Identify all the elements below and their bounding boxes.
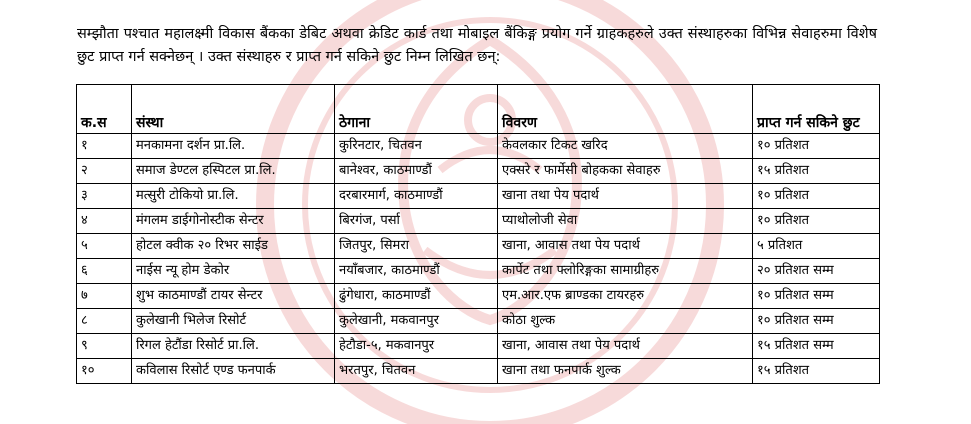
cell-serial: १ <box>77 134 132 159</box>
cell-serial: १० <box>77 359 132 384</box>
cell-discount: १० प्रतिशत <box>753 209 880 234</box>
table-header-row <box>77 85 880 134</box>
cell-discount: १० प्रतिशत <box>753 184 880 209</box>
cell-organization: होटल क्वीक २० रिभर साईड <box>132 234 335 259</box>
table-row <box>77 334 880 359</box>
col-header-address: ठेगाना <box>335 85 498 134</box>
cell-discount: १५ प्रतिशत <box>753 159 880 184</box>
cell-discount: २० प्रतिशत सम्म <box>753 259 880 284</box>
table-row <box>77 159 880 184</box>
cell-description: कोठा शुल्क <box>498 309 753 334</box>
cell-address: कुरिनटार, चितवन <box>335 134 498 159</box>
cell-organization: मनकामना दर्शन प्रा.लि. <box>132 134 335 159</box>
cell-discount: १० प्रतिशत <box>753 134 880 159</box>
cell-organization: समाज डेण्टल हस्पिटल प्रा.लि. <box>132 159 335 184</box>
cell-organization: मत्सुरी टोकियो प्रा.लि. <box>132 184 335 209</box>
cell-organization: कविलास रिसोर्ट एण्ड फनपार्क <box>132 359 335 384</box>
cell-serial: ९ <box>77 334 132 359</box>
cell-address: बिरगंज, पर्सा <box>335 209 498 234</box>
cell-discount: १५ प्रतिशत <box>753 359 880 384</box>
cell-description: खाना तथा फनपार्क शुल्क <box>498 359 753 384</box>
cell-description: एम.आर.एफ ब्राण्डका टायरहरु <box>498 284 753 309</box>
col-header-serial: क.स <box>77 85 132 134</box>
cell-discount: १५ प्रतिशत सम्म <box>753 334 880 359</box>
cell-address: नयाँबजार, काठमाण्डौं <box>335 259 498 284</box>
cell-description: एक्सरे र फार्मेसी बोहकका सेवाहरु <box>498 159 753 184</box>
cell-serial: ४ <box>77 209 132 234</box>
cell-discount: १० प्रतिशत सम्म <box>753 284 880 309</box>
cell-organization: नाईस न्यू होम डेकोर <box>132 259 335 284</box>
col-header-organization: संस्था <box>132 85 335 134</box>
table-row <box>77 259 880 284</box>
table-row <box>77 284 880 309</box>
cell-serial: ६ <box>77 259 132 284</box>
col-header-discount: प्राप्त गर्न सकिने छुट <box>753 85 880 134</box>
cell-serial: ३ <box>77 184 132 209</box>
table-row <box>77 184 880 209</box>
cell-organization: रिगल हेटौंडा रिसोर्ट प्रा.लि. <box>132 334 335 359</box>
table-row <box>77 134 880 159</box>
cell-address: भरतपुर, चितवन <box>335 359 498 384</box>
cell-serial: ५ <box>77 234 132 259</box>
table-row <box>77 359 880 384</box>
cell-serial: ८ <box>77 309 132 334</box>
cell-description: खाना तथा पेय पदार्थ <box>498 184 753 209</box>
discount-offers-table <box>76 84 880 384</box>
cell-address: ढुंगेधारा, काठमाण्डौं <box>335 284 498 309</box>
cell-discount: ५ प्रतिशत <box>753 234 880 259</box>
table-row <box>77 234 880 259</box>
table-row <box>77 309 880 334</box>
cell-serial: २ <box>77 159 132 184</box>
cell-description: केवलकार टिकट खरिद <box>498 134 753 159</box>
col-header-description: विवरण <box>498 85 753 134</box>
cell-address: हेटौडा-५, मकवानपुर <box>335 334 498 359</box>
cell-address: जितपुर, सिमरा <box>335 234 498 259</box>
cell-organization: मंगलम डाईगोनोस्टीक सेन्टर <box>132 209 335 234</box>
cell-address: दरबारमार्ग, काठमाण्डौं <box>335 184 498 209</box>
intro-paragraph: सम्झौता पश्चात महालक्ष्मी विकास बैंकका डेबिट अथवा क्रेडिट कार्ड तथा मोबाइल बैंकिङ्ग प्रयोग गर्ने ग्राहकहरुले उक्त संस्थाहरुका विभिन्न सेवाहरुमा विशेष छुट प्राप्त गर्न सक्नेछन् । उक्त संस्थाहरु र प्राप्त गर्न सकिने छुट निम्न लिखित छन्: <box>77 25 877 65</box>
cell-description: खाना, आवास तथा पेय पदार्थ <box>498 234 753 259</box>
cell-description: खाना, आवास तथा पेय पदार्थ <box>498 334 753 359</box>
cell-address: कुलेखानी, मकवानपुर <box>335 309 498 334</box>
cell-address: बानेश्वर, काठमाण्डौं <box>335 159 498 184</box>
cell-organization: कुलेखानी भिलेज रिसोर्ट <box>132 309 335 334</box>
cell-discount: १० प्रतिशत सम्म <box>753 309 880 334</box>
table-row <box>77 209 880 234</box>
cell-serial: ७ <box>77 284 132 309</box>
cell-description: कार्पेट तथा फ्लोरिङ्गका सामाग्रीहरु <box>498 259 753 284</box>
cell-organization: शुभ काठमाण्डौं टायर सेन्टर <box>132 284 335 309</box>
cell-description: प्याथोलोजी सेवा <box>498 209 753 234</box>
